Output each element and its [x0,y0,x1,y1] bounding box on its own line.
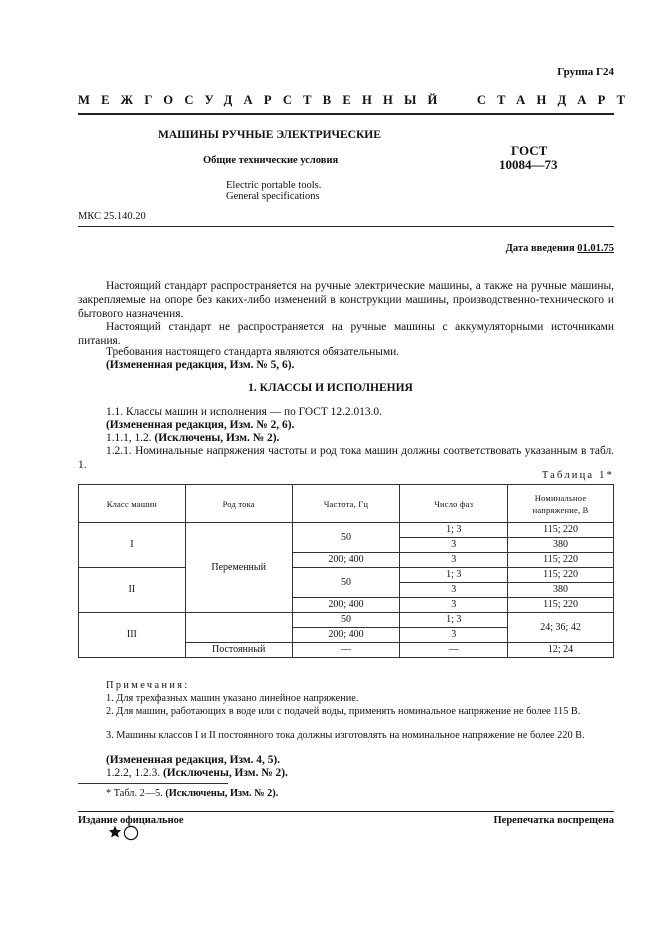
table-header-row [79,485,614,523]
clause-1-1: 1.1. Классы машин и исполнения — по ГОСТ 12.2.013.0. [106,406,382,418]
table-row [79,523,614,538]
cell-phases: 3 [400,598,508,613]
note-1: 1. Для трехфазных машин указано линейное напряжение. [106,693,359,704]
clause-1-1-1-status: (Исключены, Изм. № 2). [154,432,280,444]
header-current-type: Род тока [185,485,292,523]
cell-phases: 1; 3 [400,523,508,538]
cell-ac: Переменный [185,523,292,613]
gost-number: 10084—73 [499,157,558,172]
cell-class-i: I [79,523,186,568]
cell-phases: 1; 3 [400,613,508,628]
cell-frequency: 200; 400 [292,598,400,613]
cell-frequency: 50 [292,613,400,628]
amendment-note-2: (Измененная редакция, Изм. № 2, 6). [106,419,295,431]
header-machine-class: Класс машин [79,485,186,523]
cell-phases: 3 [400,553,508,568]
cell-class-iii: III [79,613,186,658]
cell-phases: 1; 3 [400,568,508,583]
cell-frequency: 200; 400 [292,553,400,568]
header-phase-count: Число фаз [400,485,508,523]
document-title: МАШИНЫ РУЧНЫЕ ЭЛЕКТРИЧЕСКИЕ [158,129,381,141]
clause-1-2-2 [78,766,614,780]
gost-label: ГОСТ [511,143,548,158]
cell-voltage: 380 [508,583,614,598]
cell-voltage: 24; 36; 42 [508,613,614,643]
clause-1-1-1 [78,431,614,445]
cell-phases: 3 [400,628,508,643]
introduction-date-label: Дата введения [505,243,575,254]
cell-dc: Постоянный [185,643,292,658]
cell-phases: 3 [400,583,508,598]
table-row [79,568,614,583]
circle-icon [123,825,139,846]
cell-frequency: 50 [292,568,400,598]
reprint-prohibited: Перепечатка воспрещена [493,815,614,826]
amendment-note-1: (Измененная редакция, Изм. № 5, 6). [106,359,295,371]
footnote-rule [78,783,228,784]
voltage-table [78,484,614,658]
cell-frequency: — [292,643,400,658]
header-frequency: Частота, Гц [292,485,400,523]
cell-voltage: 115; 220 [508,568,614,583]
cell-voltage: 380 [508,538,614,553]
cell-phases: — [400,643,508,658]
english-title-line-2: General specifications [226,191,320,202]
footnote-status: (Исключены, Изм. № 2). [165,788,279,799]
cell-voltage: 115; 220 [508,523,614,538]
scope-paragraph: Настоящий стандарт распространяется на ручные электрические машины, а также на ручные машины, закрепляемые на опоре без каких-либо изменений в конструкции машины, производственно-технического и бытового назначения. [78,280,614,320]
cell-frequency: 50 [292,523,400,553]
mandatory-paragraph: Требования настоящего стандарта являются обязательными. [106,346,400,358]
official-edition: Издание официальное [78,815,184,826]
cell-voltage: 115; 220 [508,553,614,568]
amendment-note-3: (Измененная редакция, Изм. 4, 5). [106,754,281,766]
document-subtitle: Общие технические условия [203,155,339,166]
note-2: 2. Для машин, работающих в воде или с подачей воды, применять номинальное напряжение не более 115 В. [106,706,581,717]
footnote [78,787,614,800]
footnote-ref: * Табл. 2—5. [106,788,163,799]
cell-frequency: 200; 400 [292,628,400,643]
mks-code: МКС 25.140.20 [78,211,146,222]
cell-ac-blank [185,613,292,643]
clause-1-2-2-status: (Исключены, Изм. № 2). [162,767,288,779]
clause-1-1-1-number: 1.1.1, 1.2. [106,432,152,444]
table-row [79,613,614,628]
cell-voltage: 12; 24 [508,643,614,658]
standard-banner: МЕЖГОСУДАРСТВЕННЫЙ СТАНДАРТ [78,93,637,107]
clause-1-2-1: 1.2.1. Номинальные напряжения частоты и род тока машин должны соответствовать указанным в табл. 1. [78,445,614,471]
table-caption: Таблица 1* [541,470,614,481]
header-rule [78,113,614,115]
title-rule [78,226,614,227]
introduction-date [506,243,614,254]
scope-exclusion-paragraph: Настоящий стандарт не распространяется на ручные машины с аккумуляторными источниками питания. [78,321,614,347]
english-title-line-1: Electric portable tools. [226,180,322,191]
section-heading: 1. КЛАССЫ И ИСПОЛНЕНИЯ [248,382,413,394]
group-code: Группа Г24 [557,66,614,78]
footer-rule [78,811,614,812]
star-icon [108,825,122,844]
header-rated-voltage: Номинальное напряжение, В [508,485,614,523]
note-3: 3. Машины классов I и II постоянного тока должны изготовлять на номинальное напряжение не более 220 В. [106,730,585,741]
cell-phases: 3 [400,538,508,553]
cell-class-ii: II [79,568,186,613]
clause-1-2-2-number: 1.2.2, 1.2.3. [106,767,161,779]
cell-voltage: 115; 220 [508,598,614,613]
introduction-date-value: 01.01.75 [577,243,614,254]
notes-heading: Примечания: [106,680,190,691]
